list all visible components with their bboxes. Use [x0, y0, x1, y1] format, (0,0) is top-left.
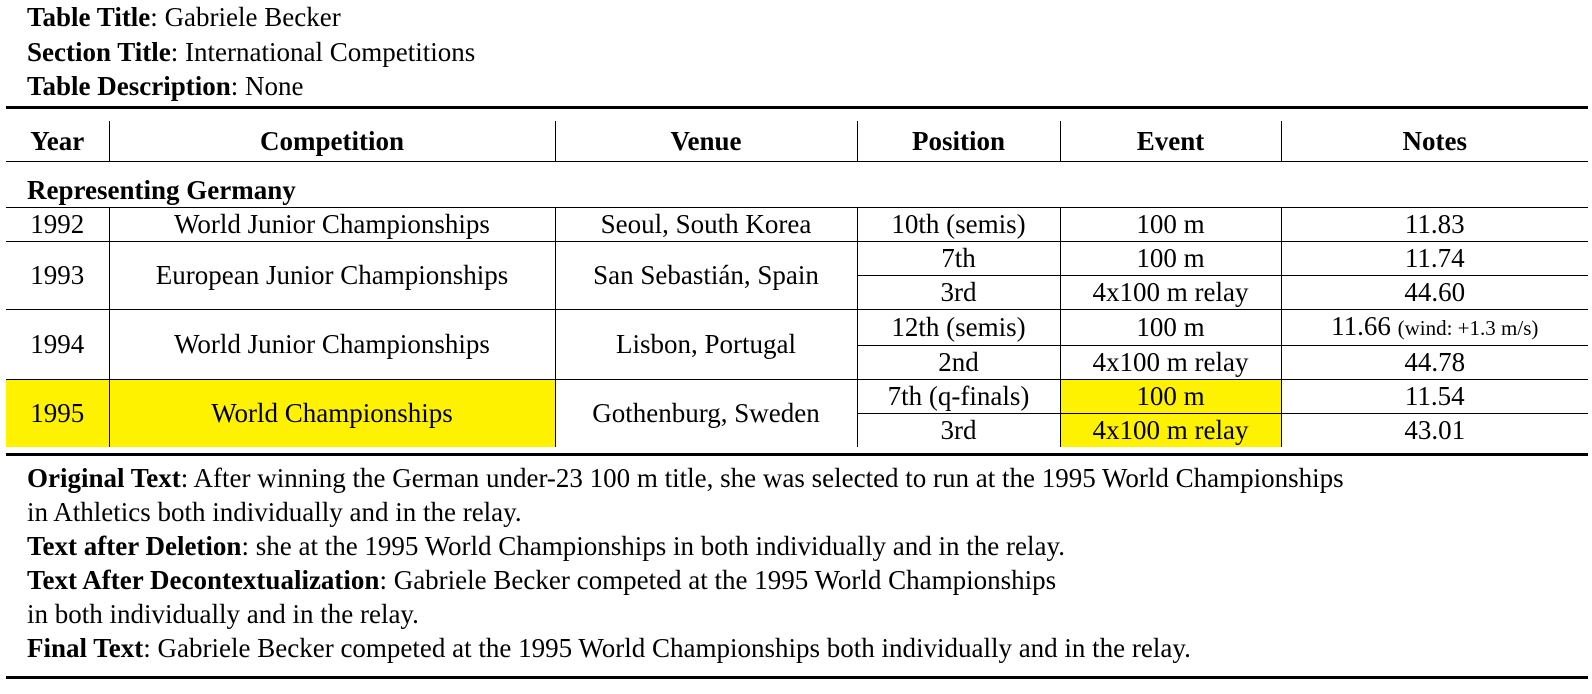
cell-event-highlighted: 100 m: [1060, 380, 1281, 414]
table-description-label: Table Description: [27, 71, 231, 101]
cell-notes-value: 11.66: [1331, 311, 1391, 341]
table-bottom-rule: [6, 453, 1588, 456]
cell-position: 10th (semis): [857, 208, 1060, 242]
cell-position: 3rd: [857, 414, 1060, 448]
original-text-line: [27, 495, 1567, 529]
deletion-text-line: Text after Deletion: she at the 1995 World Championships in both individually and in the relay.: [27, 531, 1065, 561]
table-top-rule: [6, 106, 1588, 109]
table-description-line: Table Description: None: [27, 71, 304, 101]
cell-notes: [1281, 310, 1588, 346]
cell-event: 100 m: [1060, 242, 1281, 276]
cell-year: 1994: [6, 310, 109, 380]
cell-event-highlighted: 4x100 m relay: [1060, 414, 1281, 448]
header-year: Year: [6, 121, 109, 162]
table-row: [6, 310, 1588, 346]
cell-event: 4x100 m relay: [1060, 346, 1281, 380]
cell-position: 2nd: [857, 346, 1060, 380]
header-venue: Venue: [555, 121, 857, 162]
decontext-text-label: Text After Decontextualization: [27, 565, 380, 595]
header-notes: Notes: [1281, 121, 1588, 162]
original-text-line: Original Text: After winning the German under-23 100 m title, she was selected to run at the 1995 World Championships: [27, 463, 1344, 493]
table-row: [6, 208, 1588, 242]
deletion-text-label: Text after Deletion: [27, 531, 242, 561]
cell-event: 100 m: [1060, 208, 1281, 242]
table-header-row: [6, 121, 1588, 162]
decontext-text-1: Gabriele Becker competed at the 1995 World Championships: [393, 565, 1057, 595]
page-bottom-rule: [6, 676, 1588, 679]
cell-venue: Gothenburg, Sweden: [555, 380, 857, 448]
final-text-label: Final Text: [27, 633, 144, 663]
cell-position: 12th (semis): [857, 310, 1060, 346]
cell-notes: 11.54: [1281, 380, 1588, 414]
cell-position: 3rd: [857, 276, 1060, 310]
section-title-label: Section Title: [27, 36, 171, 67]
cell-event: 100 m: [1060, 310, 1281, 346]
table-title-label: Table Title: [27, 2, 151, 32]
table-title-line: Table Title: Gabriele Becker: [27, 2, 341, 32]
cell-notes: 11.83: [1281, 208, 1588, 242]
cell-year: 1992: [6, 208, 109, 242]
results-table: [6, 121, 1588, 447]
original-text-label: Original Text: [27, 463, 181, 493]
cell-venue: Seoul, South Korea: [555, 208, 857, 242]
cell-year: 1993: [6, 242, 109, 310]
cell-competition: European Junior Championships: [109, 242, 555, 310]
original-text-1: After winning the German under-23 100 m title, she was selected to run at the 1995 World Championships: [193, 463, 1344, 493]
cell-venue: San Sebastián, Spain: [555, 242, 857, 310]
cell-notes: 44.78: [1281, 346, 1588, 380]
table-description: None: [245, 71, 304, 101]
section-title-line: Section Title: International Competitions: [27, 36, 476, 67]
header-position: Position: [857, 121, 1060, 162]
header-competition: Competition: [109, 121, 555, 162]
decontext-text-2: in both individually and in the relay.: [27, 599, 419, 629]
cell-notes: 44.60: [1281, 276, 1588, 310]
deletion-text: she at the 1995 World Championships in both individually and in the relay.: [255, 531, 1065, 561]
cell-notes: 43.01: [1404, 415, 1466, 445]
cell-competition: World Junior Championships: [109, 208, 555, 242]
cell-competition-highlighted: World Championships: [109, 380, 555, 448]
cell-year-highlighted: 1995: [6, 380, 109, 448]
cell-notes-wind: (wind: +1.3 m/s): [1397, 316, 1539, 340]
decontext-text-line: Text After Decontextualization: Gabriele Becker competed at the 1995 World Championships: [27, 565, 1057, 595]
cell-notes: 11.74: [1281, 242, 1588, 276]
section-row: [6, 162, 1588, 208]
original-text-2: in Athletics both individually and in the relay.: [27, 497, 522, 527]
text-annotations: [27, 461, 1567, 665]
section-title: International Competitions: [185, 36, 476, 67]
table-row: [6, 380, 1588, 414]
table-row: [6, 242, 1588, 276]
cell-venue: Lisbon, Portugal: [555, 310, 857, 380]
cell-competition: World Junior Championships: [109, 310, 555, 380]
cell-position: 7th (q-finals): [857, 380, 1060, 414]
header-event: Event: [1060, 121, 1281, 162]
cell-position: 7th: [857, 242, 1060, 276]
decontext-text-line: [27, 597, 1567, 631]
section-row-label: Representing Germany: [6, 162, 1588, 208]
table-title: Gabriele Becker: [164, 2, 341, 32]
final-text: Gabriele Becker competed at the 1995 World Championships both individually and in the relay.: [157, 633, 1191, 663]
cell-event: 4x100 m relay: [1060, 276, 1281, 310]
final-text-line: Final Text: Gabriele Becker competed at the 1995 World Championships both individually and in the relay.: [27, 633, 1191, 663]
table-metadata: [27, 0, 475, 104]
